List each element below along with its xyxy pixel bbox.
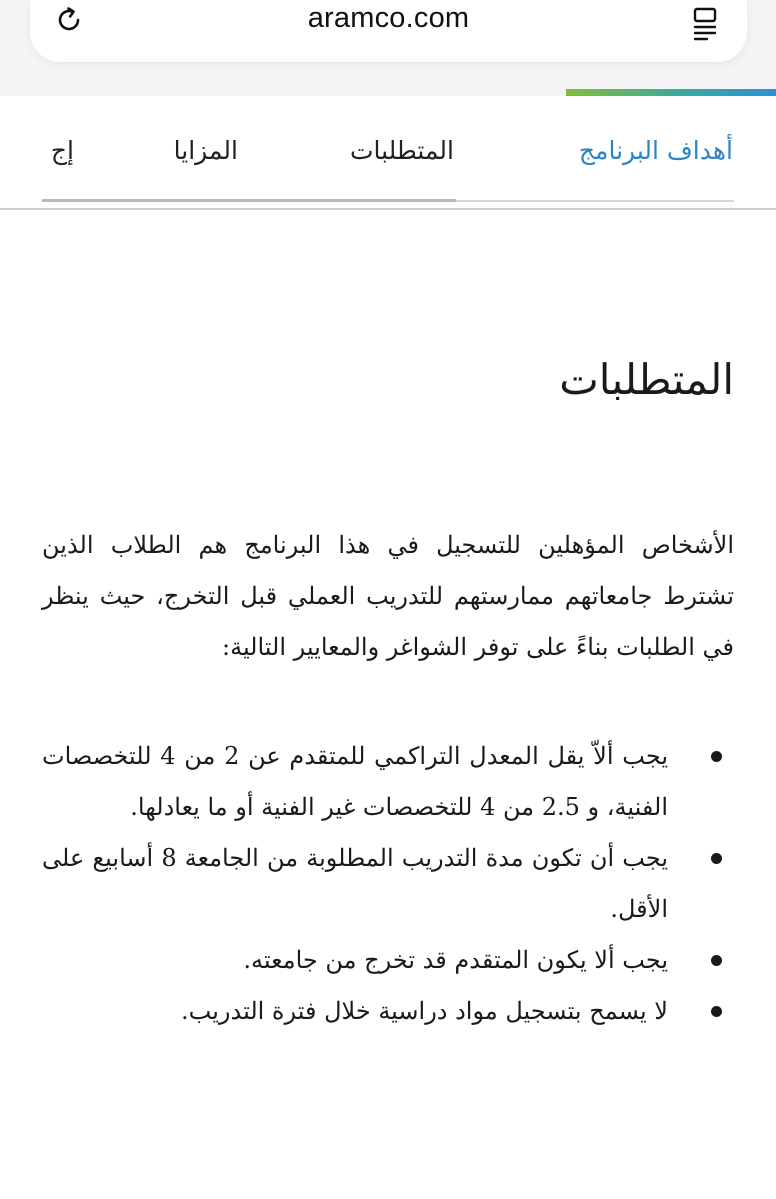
url-text[interactable]: aramco.com: [307, 2, 470, 34]
list-item: يجب ألا يكون المتقدم قد تخرج من جامعته.: [42, 935, 734, 986]
list-item: يجب ألاّ يقل المعدل التراكمي للمتقدم عن 2 من 4 للتخصصات الفنية، و 2.5 من 4 للتخصصات غير الفنية أو ما يعادلها.: [42, 731, 734, 833]
list-item: لا يسمح بتسجيل مواد دراسية خلال فترة التدريب.: [42, 986, 734, 1037]
tabs-scrollbar[interactable]: [42, 199, 456, 202]
list-item: يجب أن تكون مدة التدريب المطلوبة من الجامعة 8 أسابيع على الأقل.: [42, 833, 734, 935]
address-bar[interactable]: [30, 0, 747, 62]
section-title: المتطلبات: [559, 355, 734, 404]
tab-program-goals[interactable]: أهداف البرنامج: [578, 136, 733, 165]
intro-paragraph: الأشخاص المؤهلين للتسجيل في هذا البرنامج هم الطلاب الذين تشترط جامعاتهم ممارستهم للتدريب العملي قبل التخرج، حيث ينظر في الطلبات بناءً على توفر الشواغر والمعايير التالية:: [42, 531, 734, 661]
tab-requirements[interactable]: المتطلبات: [349, 136, 454, 165]
tab-benefits[interactable]: المزايا: [173, 136, 238, 165]
brand-accent-strip: [566, 89, 776, 96]
tab-procedures[interactable]: إج: [50, 136, 74, 165]
requirements-list: [42, 731, 734, 1037]
section-tabs: [0, 96, 776, 210]
requirements-section: [42, 210, 734, 1037]
tabs-overview-icon[interactable]: [691, 5, 721, 41]
